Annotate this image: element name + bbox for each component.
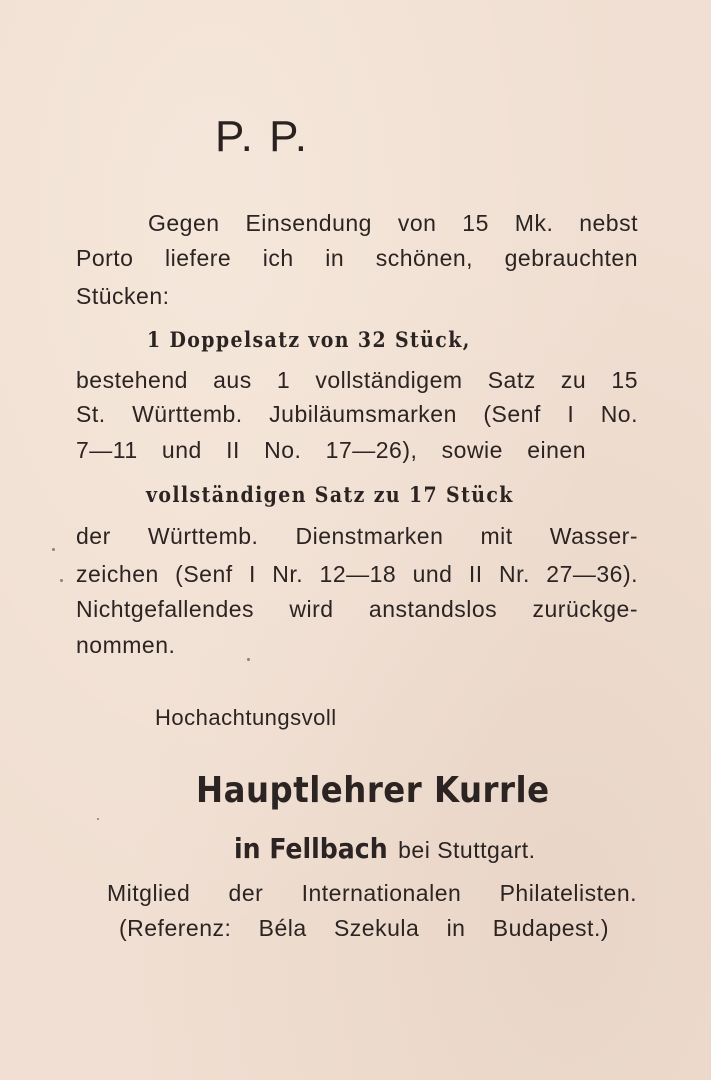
paper-speck	[52, 548, 55, 551]
paragraph2-line-2: St. Württemb. Jubiläumsmarken (Senf I No.	[76, 401, 638, 427]
paragraph1-line-1: Gegen Einsendung von 15 Mk. nebst	[148, 210, 638, 236]
paragraph3-line-4: nommen.	[76, 632, 176, 658]
signature-place-bold: in Fellbach	[234, 832, 388, 865]
signature-place-rest: bei Stuttgart.	[398, 837, 536, 863]
heading-pp: P. P.	[215, 112, 310, 161]
paper-speck	[60, 579, 63, 582]
signature-name: Hauptlehrer Kurrle	[196, 770, 550, 811]
paper-speck	[97, 818, 99, 820]
paragraph1-line-3: Stücken:	[76, 283, 170, 309]
closing: Hochachtungsvoll	[155, 705, 337, 730]
paragraph3-line-3: Nichtgefallendes wird anstandslos zurückge-	[76, 596, 638, 622]
paragraph2-line-1: bestehend aus 1 vollständigem Satz zu 15	[76, 367, 638, 393]
signature-place	[234, 832, 536, 865]
paragraph2-line-3: 7—11 und II No. 17—26), sowie einen	[76, 437, 586, 463]
paper-speck	[247, 658, 250, 661]
paragraph3-line-1: der Württemb. Dienstmarken mit Wasser-	[76, 523, 638, 549]
membership: Mitglied der Internationalen Philatelisten.	[107, 880, 637, 906]
paragraph1-line-2: Porto liefere ich in schönen, gebrauchten	[76, 245, 638, 271]
paragraph3-line-2: zeichen (Senf I Nr. 12—18 und II Nr. 27—36).	[76, 561, 638, 587]
reference: (Referenz: Béla Szekula in Budapest.)	[119, 915, 609, 941]
offer-subtitle: vollständigen Satz zu 17 Stück	[146, 482, 514, 507]
offer-title: 1 Doppelsatz von 32 Stück,	[147, 327, 471, 352]
